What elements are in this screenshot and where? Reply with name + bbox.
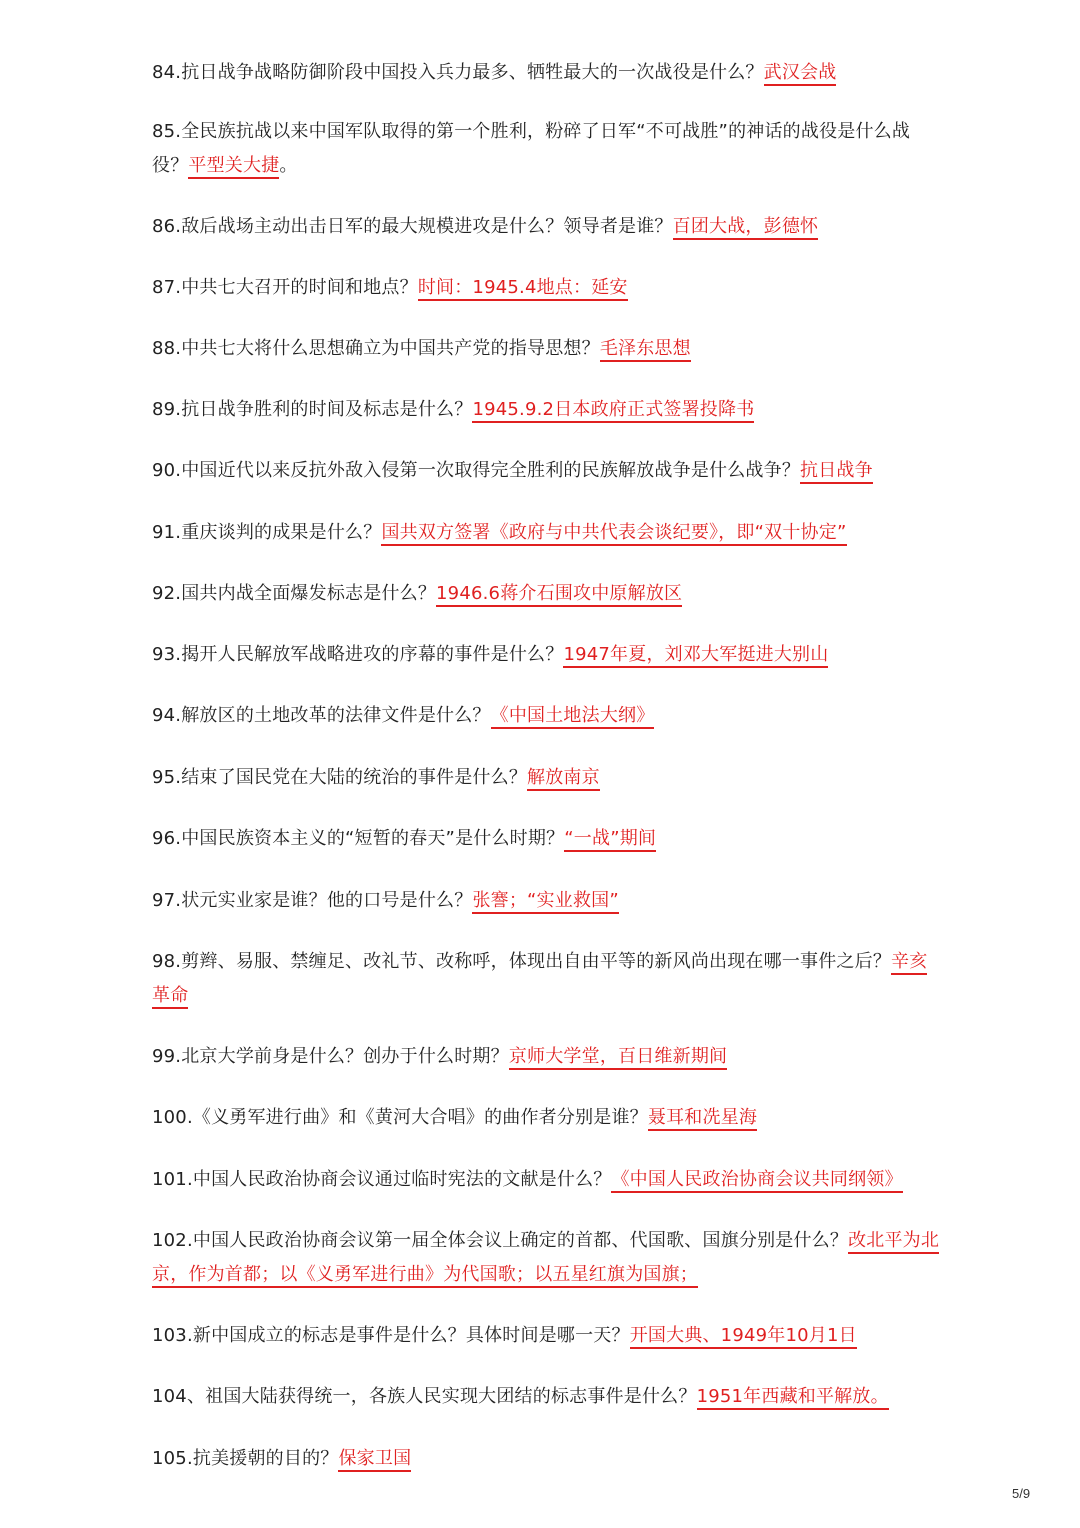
answer-text: 1951年西藏和平解放。 (697, 1386, 889, 1410)
question-text: 98.剪辫、易服、禁缠足、改礼节、改称呼，体现出自由平等的新风尚出现在哪一事件之后？ (152, 951, 892, 972)
qa-item-98 (152, 945, 942, 1013)
answer-text: 《中国人民政治协商会议共同纲领》 (611, 1169, 902, 1193)
question-text: 92.国共内战全面爆发标志是什么？ (152, 583, 437, 604)
answer-text: 1946.6蒋介石围攻中原解放区 (436, 583, 682, 607)
answer-text: 毛泽东思想 (600, 338, 691, 362)
question-text: 100.《义勇军进行曲》和《黄河大合唱》的曲作者分别是谁？ (152, 1107, 648, 1128)
qa-item-97 (152, 884, 942, 918)
answer-text: 聂耳和冼星海 (648, 1107, 757, 1131)
question-text: 99.北京大学前身是什么？创办于什么时期？ (152, 1046, 509, 1067)
qa-item-99 (152, 1040, 942, 1074)
qa-item-92 (152, 577, 942, 611)
qa-item-90 (152, 454, 942, 488)
qa-item-87 (152, 271, 942, 305)
qa-item-104 (152, 1380, 942, 1414)
qa-item-102 (152, 1224, 942, 1292)
question-text: 90.中国近代以来反抗外敌入侵第一次取得完全胜利的民族解放战争是什么战争？ (152, 460, 801, 481)
qa-item-103 (152, 1319, 942, 1353)
answer-text: 1947年夏，刘邓大军挺进大别山 (563, 644, 828, 668)
qa-item-101 (152, 1163, 942, 1197)
question-text: 91.重庆谈判的成果是什么？ (152, 522, 382, 543)
qa-item-86 (152, 210, 942, 244)
answer-text: 平型关大捷 (188, 155, 279, 179)
answer-text: 张謇；“实业救国” (472, 890, 618, 914)
answer-text: 开国大典、1949年10月1日 (630, 1325, 857, 1349)
qa-item-94 (152, 699, 942, 733)
qa-item-88 (152, 332, 942, 366)
qa-item-89 (152, 393, 942, 427)
answer-text: 辛亥革命 (152, 951, 927, 1009)
question-text: 101.中国人民政治协商会议通过临时宪法的文献是什么？ (152, 1169, 612, 1190)
answer-text: 保家卫国 (338, 1448, 411, 1472)
qa-item-96 (152, 822, 942, 856)
question-text: 94.解放区的土地改革的法律文件是什么？ (152, 705, 491, 726)
question-text: 97.状元实业家是谁？他的口号是什么？ (152, 890, 473, 911)
qa-item-105 (152, 1442, 942, 1476)
answer-text: 百团大战，彭德怀 (673, 216, 819, 240)
qa-item-100 (152, 1101, 942, 1135)
answer-text: 1945.9.2日本政府正式签署投降书 (472, 399, 754, 423)
answer-text: 时间：1945.4地点：延安 (418, 277, 628, 301)
question-text: 96.中国民族资本主义的“短暂的春天”是什么时期？ (152, 828, 565, 849)
answer-text: 《中国土地法大纲》 (491, 705, 655, 729)
answer-text: 解放南京 (527, 767, 600, 791)
answer-text: 国共双方签署《政府与中共代表会谈纪要》，即“双十协定” (381, 522, 846, 546)
answer-tail: 。 (279, 155, 298, 176)
qa-item-84 (152, 56, 942, 90)
qa-item-95 (152, 761, 942, 795)
question-text: 86.敌后战场主动出击日军的最大规模进攻是什么？领导者是谁？ (152, 216, 673, 237)
question-text: 85.全民族抗战以来中国军队取得的第一个胜利，粉碎了日军“不可战胜”的神话的战役是什么战役？ (152, 121, 911, 176)
answer-text: 武汉会战 (764, 62, 837, 86)
page-number: 5/9 (1012, 1486, 1031, 1501)
question-text: 87.中共七大召开的时间和地点？ (152, 277, 418, 298)
qa-item-93 (152, 638, 942, 672)
answer-text: 改北平为北京，作为首都；以《义勇军进行曲》为代国歌；以五星红旗为国旗； (152, 1230, 939, 1288)
question-text: 88.中共七大将什么思想确立为中国共产党的指导思想？ (152, 338, 600, 359)
qa-item-85 (152, 115, 942, 183)
answer-text: “一战”期间 (564, 828, 656, 852)
question-text: 84.抗日战争战略防御阶段中国投入兵力最多、牺牲最大的一次战役是什么？ (152, 62, 764, 83)
question-text: 103.新中国成立的标志是事件是什么？具体时间是哪一天？ (152, 1325, 630, 1346)
question-text: 104、祖国大陆获得统一，各族人民实现大团结的标志事件是什么？ (152, 1386, 697, 1407)
question-text: 89.抗日战争胜利的时间及标志是什么？ (152, 399, 473, 420)
question-text: 102.中国人民政治协商会议第一届全体会议上确定的首都、代国歌、国旗分别是什么？ (152, 1230, 849, 1251)
question-text: 95.结束了国民党在大陆的统治的事件是什么？ (152, 767, 528, 788)
question-text: 105.抗美援朝的目的？ (152, 1448, 339, 1469)
answer-text: 京师大学堂，百日维新期间 (509, 1046, 727, 1070)
answer-text: 抗日战争 (800, 460, 873, 484)
qa-item-91 (152, 516, 942, 550)
question-text: 93.揭开人民解放军战略进攻的序幕的事件是什么？ (152, 644, 564, 665)
